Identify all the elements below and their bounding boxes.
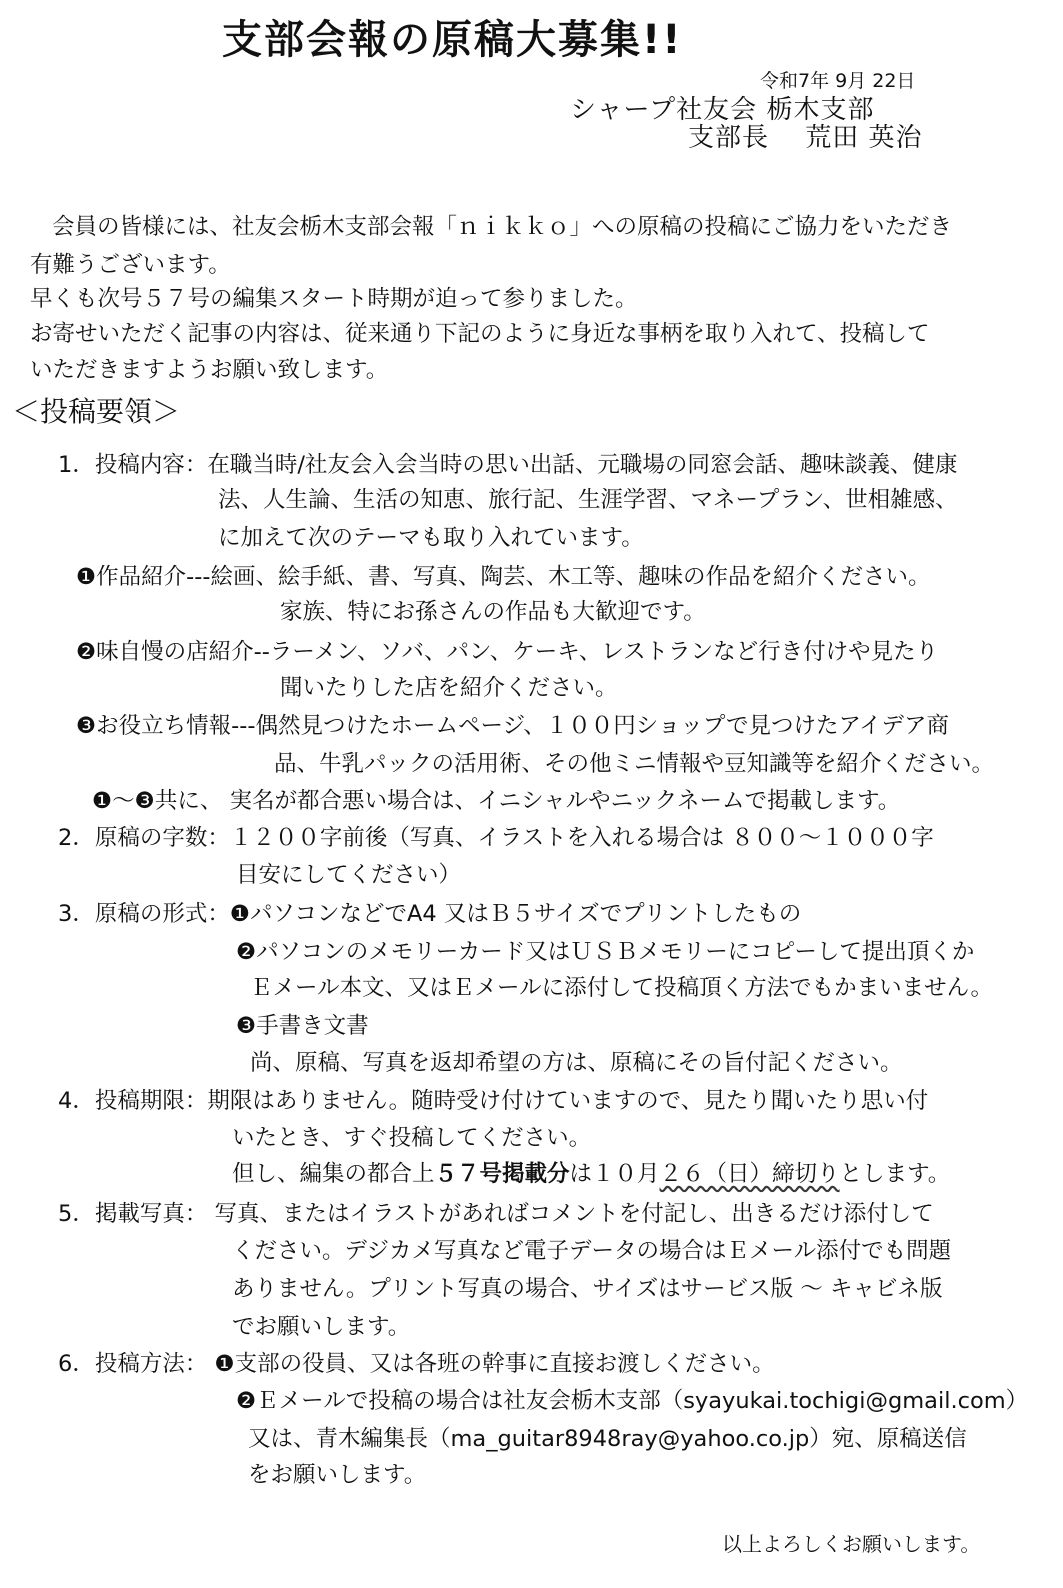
item6-line-2 (236, 1390, 1028, 1413)
intro-line-2: 有難うございます。 (30, 252, 231, 278)
item3-line-3: Ｅメール本文、又はＥメールに添付して投稿頂く方法でもかまいません。 (250, 975, 993, 1001)
item1-line-1: 1．投稿内容：在職当時/社友会入会当時の思い出話、元職場の同窓会話、趣味談義、健康 (58, 452, 958, 478)
intro-line-5: いただきますようお願い致します。 (30, 357, 389, 383)
item5-line-3: ありません。プリント写真の場合、サイズはサービス版 ～ キャビネ版 (232, 1276, 943, 1302)
item2-line-2: 目安にしてください） (236, 862, 462, 888)
item6-line-1: 6．投稿方法： ❶支部の役員、又は各班の幹事に直接お渡しください。 (58, 1351, 775, 1377)
item1-line-3: に加えて次のテーマも取り入れています。 (218, 525, 644, 551)
item4-line-3-part-e: とします。 (839, 1161, 951, 1187)
item3-line-4: ❸手書き文書 (236, 1013, 369, 1039)
item1-line-2: 法、人生論、生活の知恵、旅行記、生涯学習、マネープラン、世相雑感、 (218, 487, 958, 513)
section-heading: ＜投稿要領＞ (12, 395, 181, 428)
item6-line-3: 又は、青木編集長（ma_guitar8948ray@yahoo.co.jp）宛、原稿送信 (248, 1426, 967, 1452)
item3-line-5: 尚、原稿、写真を返却希望の方は、原稿にその旨付記ください。 (250, 1050, 903, 1076)
item4-deadline-date: ２６（日）締切り (659, 1161, 840, 1187)
page-title: 支部会報の原稿大募集!! (222, 17, 683, 63)
item4-line-3-part-c: は１０月 (569, 1161, 660, 1187)
intro-line-3: 早くも次号５７号の編集スタート時期が迫って参りました。 (30, 286, 638, 312)
item4-line-1: 4．投稿期限：期限はありません。随時受け付けていますので、見たり聞いたり思い付 (58, 1088, 929, 1114)
closing-remark: 以上よろしくお願いします。 (722, 1532, 981, 1556)
item1-sub2-line-1: ❷味自慢の店紹介--ラーメン、ソバ、パン、ケーキ、レストランなど行き付けや見たり (76, 639, 939, 665)
item6-line-4: をお願いします。 (248, 1462, 427, 1488)
item5-line-4: でお願いします。 (232, 1314, 411, 1340)
item2-line-1: 2．原稿の字数：１２００字前後（写真、イラストを入れる場合は ８００～１０００字 (58, 825, 934, 851)
item5-line-1: 5．掲載写真： 写真、またはイラストがあればコメントを付記し、出きるだけ添付して (58, 1201, 934, 1227)
item1-sub3-line-1: ❸お役立ち情報---偶然見つけたホームページ、１００円ショップで見つけたアイデア商 (76, 713, 949, 739)
intro-line-4: お寄せいただく記事の内容は、従来通り下記のように身近な事柄を取り入れて、投稿して (30, 321, 930, 347)
item4-line-3-part-a: 但し、編集の都合上 (232, 1161, 435, 1187)
item1-sub1-line-2: 家族、特にお孫さんの作品も大歓迎です。 (280, 599, 706, 625)
item1-sub2-line-2: 聞いたりした店を紹介ください。 (280, 675, 618, 701)
item4-line-3 (232, 1163, 950, 1186)
branch-chief: 支部長 荒田 英治 (688, 123, 923, 153)
item4-line-2: いたとき、すぐ投稿してください。 (232, 1125, 592, 1151)
item1-sub3-line-2: 品、牛乳パックの活用術、その他ミニ情報や豆知識等を紹介ください。 (274, 751, 995, 777)
organization-name: シャープ社友会 栃木支部 (570, 95, 875, 125)
item3-line-2: ❷パソコンのメモリーカード又はＵＳＢメモリーにコピーして提出頂くか (236, 939, 975, 965)
intro-line-1: 会員の皆様には、社友会栃木支部会報「ｎｉｋｋｏ」への原稿の投稿にご協力をいただき (52, 214, 953, 240)
issue-date: 令和7年 9月 22日 (760, 70, 916, 92)
item5-line-2: ください。デジカメ写真など電子データの場合はＥメール添付でも問題 (232, 1238, 952, 1264)
item6-email-line: ❷Ｅメールで投稿の場合は社友会栃木支部（syayukai.tochigi@gmail.com） (236, 1388, 1029, 1414)
item1-sub1-line-1: ❶作品紹介---絵画、絵手紙、書、写真、陶芸、木工等、趣味の作品を紹介ください。 (76, 564, 931, 590)
item3-line-1: 3．原稿の形式：❶パソコンなどでA4 又はＢ５サイズでプリントしたもの (58, 901, 802, 927)
item1-note: ❶～❸共に、 実名が都合悪い場合は、イニシャルやニックネームで掲載します。 (92, 788, 901, 814)
item4-issue-number: ５７号掲載分 (434, 1161, 570, 1187)
